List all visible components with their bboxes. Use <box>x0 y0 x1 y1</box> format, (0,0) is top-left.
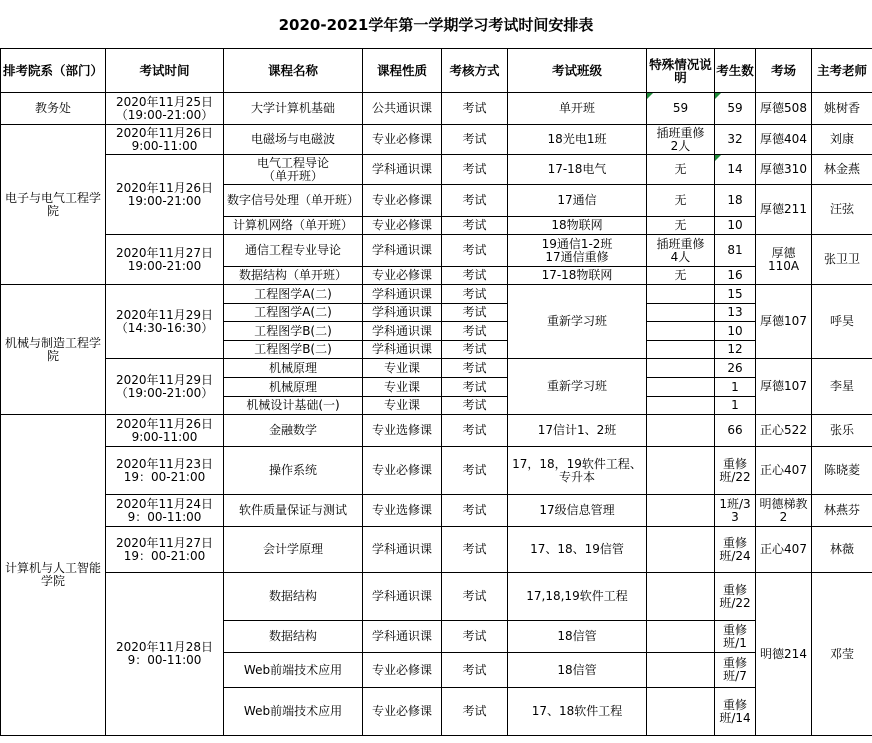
header-dept: 排考院系（部门） <box>1 49 106 93</box>
method-cell: 考试 <box>442 341 508 359</box>
special-cell <box>647 378 715 397</box>
method-cell: 考试 <box>442 155 508 185</box>
table-row <box>1 359 872 378</box>
header-nature: 课程性质 <box>363 49 442 93</box>
special-cell <box>647 397 715 415</box>
time-cell: 2020年11月26日 9:00-11:00 <box>106 415 224 447</box>
method-cell: 考试 <box>442 285 508 304</box>
class-cell: 19通信1-2班 17通信重修 <box>508 235 647 267</box>
table-row <box>1 447 872 495</box>
special-cell: 无 <box>647 155 715 185</box>
count-cell: 14 <box>715 155 756 185</box>
method-cell: 考试 <box>442 653 508 688</box>
class-cell: 17信计1、2班 <box>508 415 647 447</box>
method-cell: 考试 <box>442 447 508 495</box>
method-cell: 考试 <box>442 217 508 235</box>
course-cell: 通信工程专业导论 <box>224 235 363 267</box>
nature-cell: 学科通识课 <box>363 304 442 322</box>
method-cell: 考试 <box>442 495 508 527</box>
special-cell: 无 <box>647 185 715 217</box>
course-cell: 工程图学A(二) <box>224 285 363 304</box>
nature-cell: 专业必修课 <box>363 447 442 495</box>
dept-cell: 机械与制造工程学院 <box>1 285 106 415</box>
course-cell: 大学计算机基础 <box>224 93 363 125</box>
table-row <box>1 125 872 155</box>
course-cell: 数据结构 <box>224 573 363 621</box>
method-cell: 考试 <box>442 322 508 341</box>
header-time: 考试时间 <box>106 49 224 93</box>
room-cell: 厚德508 <box>756 93 812 125</box>
room-cell: 正心407 <box>756 527 812 573</box>
class-cell: 重新学习班 <box>508 285 647 359</box>
method-cell: 考试 <box>442 397 508 415</box>
nature-cell: 专业课 <box>363 397 442 415</box>
count-cell: 重修班/7 <box>715 653 756 688</box>
class-cell: 17-18电气 <box>508 155 647 185</box>
count-cell: 1 <box>715 378 756 397</box>
count-cell: 59 <box>715 93 756 125</box>
time-cell: 2020年11月26日 19:00-21:00 <box>106 155 224 235</box>
class-cell: 单开班 <box>508 93 647 125</box>
course-cell: Web前端技术应用 <box>224 653 363 688</box>
time-cell: 2020年11月27日 19：00-21:00 <box>106 527 224 573</box>
course-cell: 金融数学 <box>224 415 363 447</box>
header-room: 考场 <box>756 49 812 93</box>
nature-cell: 学科通识课 <box>363 527 442 573</box>
count-cell: 10 <box>715 217 756 235</box>
count-cell: 10 <box>715 322 756 341</box>
count-cell: 重修班/1 <box>715 621 756 653</box>
teacher-cell: 姚树香 <box>812 93 872 125</box>
class-cell: 18信管 <box>508 653 647 688</box>
room-cell: 厚德107 <box>756 359 812 415</box>
count-cell: 16 <box>715 267 756 285</box>
header-method: 考核方式 <box>442 49 508 93</box>
nature-cell: 学科通识课 <box>363 621 442 653</box>
teacher-cell: 邓莹 <box>812 573 872 736</box>
class-cell: 17-18物联网 <box>508 267 647 285</box>
method-cell: 考试 <box>442 93 508 125</box>
course-cell: 电气工程导论 （单开班） <box>224 155 363 185</box>
count-cell: 13 <box>715 304 756 322</box>
room-cell: 厚德310 <box>756 155 812 185</box>
special-cell <box>647 527 715 573</box>
count-cell: 81 <box>715 235 756 267</box>
special-cell <box>647 495 715 527</box>
course-cell: 电磁场与电磁波 <box>224 125 363 155</box>
method-cell: 考试 <box>442 527 508 573</box>
special-cell <box>647 415 715 447</box>
method-cell: 考试 <box>442 125 508 155</box>
time-cell: 2020年11月24日 9：00-11:00 <box>106 495 224 527</box>
room-cell: 厚德211 <box>756 185 812 235</box>
class-cell: 重新学习班 <box>508 359 647 415</box>
count-cell: 重修班/14 <box>715 688 756 736</box>
course-cell: 数据结构（单开班） <box>224 267 363 285</box>
special-cell <box>647 653 715 688</box>
time-cell: 2020年11月23日 19：00-21:00 <box>106 447 224 495</box>
special-cell: 插班重修 4人 <box>647 235 715 267</box>
nature-cell: 专业选修课 <box>363 415 442 447</box>
dept-cell: 教务处 <box>1 93 106 125</box>
special-cell <box>647 359 715 378</box>
room-cell: 厚德107 <box>756 285 812 359</box>
nature-cell: 专业必修课 <box>363 217 442 235</box>
method-cell: 考试 <box>442 688 508 736</box>
exam-schedule-table <box>0 48 872 736</box>
header-teacher: 主考老师 <box>812 49 872 93</box>
nature-cell: 专业选修课 <box>363 495 442 527</box>
class-cell: 18光电1班 <box>508 125 647 155</box>
special-cell <box>647 447 715 495</box>
nature-cell: 学科通识课 <box>363 573 442 621</box>
nature-cell: 学科通识课 <box>363 155 442 185</box>
course-cell: 会计学原理 <box>224 527 363 573</box>
room-cell: 正心522 <box>756 415 812 447</box>
count-cell: 重修班/22 <box>715 447 756 495</box>
header-count: 考生数 <box>715 49 756 93</box>
count-cell: 12 <box>715 341 756 359</box>
teacher-cell: 林金燕 <box>812 155 872 185</box>
special-cell <box>647 322 715 341</box>
teacher-cell: 陈晓菱 <box>812 447 872 495</box>
count-cell: 15 <box>715 285 756 304</box>
class-cell: 18信管 <box>508 621 647 653</box>
count-cell: 1班/33 <box>715 495 756 527</box>
course-cell: 机械原理 <box>224 378 363 397</box>
time-cell: 2020年11月28日 9：00-11:00 <box>106 573 224 736</box>
dept-cell: 电子与电气工程学院 <box>1 125 106 285</box>
class-cell: 17级信息管理 <box>508 495 647 527</box>
course-cell: 工程图学B(二) <box>224 322 363 341</box>
course-cell: 机械设计基础(一) <box>224 397 363 415</box>
count-cell: 32 <box>715 125 756 155</box>
count-cell: 1 <box>715 397 756 415</box>
nature-cell: 专业课 <box>363 359 442 378</box>
count-cell: 66 <box>715 415 756 447</box>
class-cell: 17,18,19软件工程 <box>508 573 647 621</box>
method-cell: 考试 <box>442 415 508 447</box>
special-cell <box>647 285 715 304</box>
dept-cell: 计算机与人工智能学院 <box>1 415 106 736</box>
teacher-cell: 刘康 <box>812 125 872 155</box>
table-row <box>1 285 872 304</box>
page-title: 2020-2021学年第一学期学习考试时间安排表 <box>278 15 594 34</box>
special-cell: 59 <box>647 93 715 125</box>
method-cell: 考试 <box>442 304 508 322</box>
special-cell: 无 <box>647 267 715 285</box>
special-cell <box>647 573 715 621</box>
special-cell: 无 <box>647 217 715 235</box>
special-cell <box>647 688 715 736</box>
course-cell: 操作系统 <box>224 447 363 495</box>
teacher-cell: 林燕芬 <box>812 495 872 527</box>
count-cell: 重修班/24 <box>715 527 756 573</box>
nature-cell: 专业课 <box>363 378 442 397</box>
course-cell: 数据结构 <box>224 621 363 653</box>
nature-cell: 专业必修课 <box>363 653 442 688</box>
method-cell: 考试 <box>442 267 508 285</box>
table-row <box>1 495 872 527</box>
count-cell: 重修班/22 <box>715 573 756 621</box>
table-row <box>1 573 872 621</box>
teacher-cell: 李星 <box>812 359 872 415</box>
method-cell: 考试 <box>442 235 508 267</box>
nature-cell: 公共通识课 <box>363 93 442 125</box>
table-row <box>1 155 872 185</box>
special-cell: 插班重修 2人 <box>647 125 715 155</box>
nature-cell: 学科通识课 <box>363 285 442 304</box>
time-cell: 2020年11月29日 （19:00-21:00） <box>106 359 224 415</box>
course-cell: 工程图学B(二) <box>224 341 363 359</box>
table-row <box>1 527 872 573</box>
header-course: 课程名称 <box>224 49 363 93</box>
method-cell: 考试 <box>442 359 508 378</box>
time-cell: 2020年11月25日 （19:00-21:00） <box>106 93 224 125</box>
header-row <box>1 49 872 93</box>
class-cell: 17通信 <box>508 185 647 217</box>
room-cell: 厚德404 <box>756 125 812 155</box>
time-cell: 2020年11月29日 （14:30-16:30） <box>106 285 224 359</box>
teacher-cell: 林薇 <box>812 527 872 573</box>
room-cell: 明德梯教2 <box>756 495 812 527</box>
special-cell <box>647 621 715 653</box>
header-special: 特殊情况说明 <box>647 49 715 93</box>
class-cell: 18物联网 <box>508 217 647 235</box>
course-cell: 数字信号处理（单开班） <box>224 185 363 217</box>
course-cell: 软件质量保证与测试 <box>224 495 363 527</box>
method-cell: 考试 <box>442 573 508 621</box>
header-class: 考试班级 <box>508 49 647 93</box>
nature-cell: 专业必修课 <box>363 125 442 155</box>
method-cell: 考试 <box>442 185 508 217</box>
time-cell: 2020年11月26日 9:00-11:00 <box>106 125 224 155</box>
course-cell: 计算机网络（单开班） <box>224 217 363 235</box>
nature-cell: 学科通识课 <box>363 235 442 267</box>
course-cell: 工程图学A(二) <box>224 304 363 322</box>
special-cell <box>647 341 715 359</box>
table-row <box>1 415 872 447</box>
class-cell: 17，18，19软件工程、 专升本 <box>508 447 647 495</box>
class-cell: 17、18、19信管 <box>508 527 647 573</box>
count-cell: 18 <box>715 185 756 217</box>
method-cell: 考试 <box>442 378 508 397</box>
teacher-cell: 张卫卫 <box>812 235 872 285</box>
class-cell: 17、18软件工程 <box>508 688 647 736</box>
special-cell <box>647 304 715 322</box>
course-cell: Web前端技术应用 <box>224 688 363 736</box>
teacher-cell: 张乐 <box>812 415 872 447</box>
nature-cell: 学科通识课 <box>363 322 442 341</box>
nature-cell: 专业必修课 <box>363 185 442 217</box>
teacher-cell: 呼昊 <box>812 285 872 359</box>
nature-cell: 学科通识课 <box>363 341 442 359</box>
table-row <box>1 235 872 267</box>
table-row <box>1 93 872 125</box>
nature-cell: 专业必修课 <box>363 688 442 736</box>
count-cell: 26 <box>715 359 756 378</box>
nature-cell: 专业必修课 <box>363 267 442 285</box>
room-cell: 明德214 <box>756 573 812 736</box>
course-cell: 机械原理 <box>224 359 363 378</box>
teacher-cell: 汪弦 <box>812 185 872 235</box>
time-cell: 2020年11月27日 19:00-21:00 <box>106 235 224 285</box>
room-cell: 厚德110A <box>756 235 812 285</box>
room-cell: 正心407 <box>756 447 812 495</box>
method-cell: 考试 <box>442 621 508 653</box>
